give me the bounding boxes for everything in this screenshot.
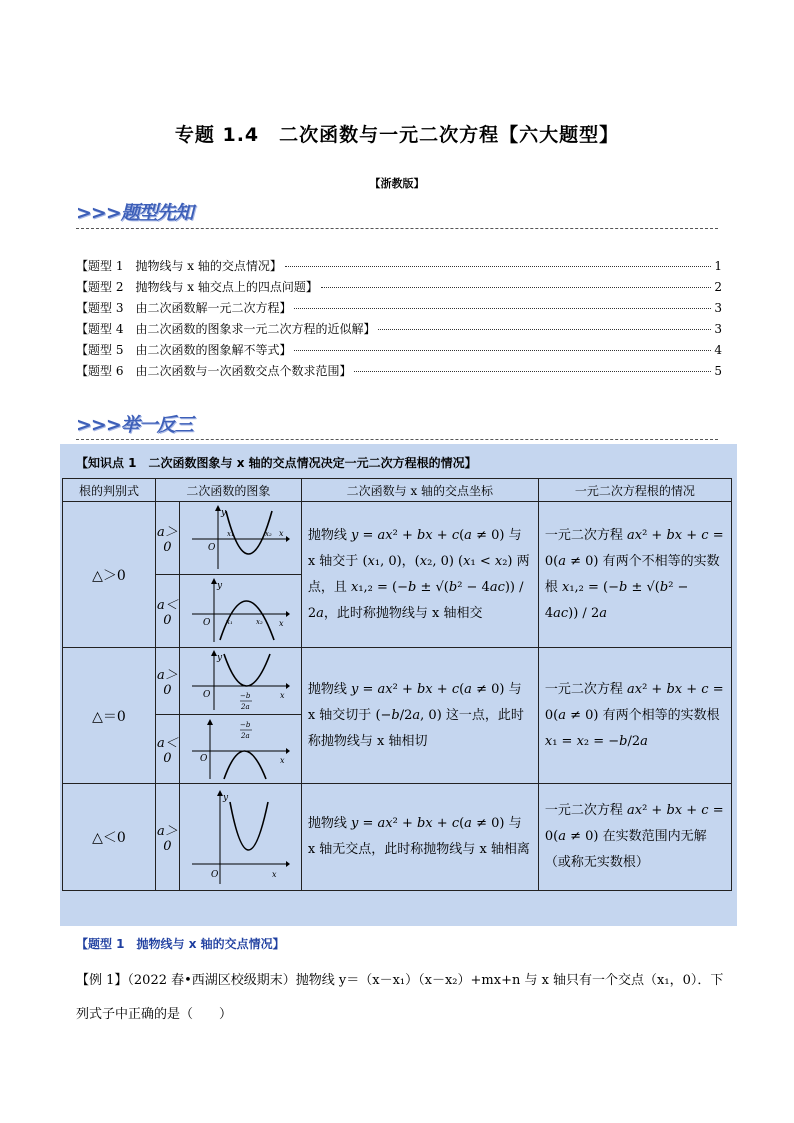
header-roots: 一元二次方程根的情况 bbox=[538, 479, 731, 502]
graph-cell bbox=[179, 784, 301, 891]
graph-cell bbox=[179, 648, 301, 715]
svg-text:x₁: x₁ bbox=[226, 618, 234, 626]
svg-text:y: y bbox=[221, 508, 227, 518]
roots-description: 一元二次方程 ax² + bx + c = 0(a ≠ 0) 在实数范围内无解（或称无实数根） bbox=[538, 784, 731, 891]
parabola-up-tangent-graph bbox=[190, 650, 290, 712]
intersection-description: 抛物线 y = ax² + bx + c(a ≠ 0) 与 x 轴无交点，此时称抛物线与 x 轴相离 bbox=[301, 784, 538, 891]
table-row bbox=[63, 502, 732, 575]
svg-text:2a: 2a bbox=[241, 703, 250, 711]
svg-text:x: x bbox=[279, 529, 284, 538]
divider bbox=[76, 228, 718, 229]
svg-text:2a: 2a bbox=[241, 732, 250, 740]
intersection-description: 抛物线 y = ax² + bx + c(a ≠ 0) 与 x 轴交于 (x₁, 0)，(x₂, 0) (x₁ < x₂) 两点，且 x₁,₂ = (−b ± √(b² − 4ac)) / 2a，此时称抛物线与 x 轴相交 bbox=[301, 502, 538, 648]
toc-item[interactable]: 【题型 6 由二次函数与一次函数交点个数求范围】 5 bbox=[76, 364, 722, 378]
table-of-contents bbox=[76, 257, 722, 383]
svg-text:−b: −b bbox=[240, 692, 251, 700]
svg-text:−b: −b bbox=[240, 721, 251, 729]
question-type-heading: 【题型 1 抛物线与 x 轴的交点情况】 bbox=[76, 937, 285, 951]
section-heading-overview: >>>题型先知 bbox=[76, 202, 193, 224]
condition-cell: a＞0 bbox=[156, 502, 180, 575]
condition-cell: a＜0 bbox=[156, 575, 180, 648]
graph-cell bbox=[179, 575, 301, 648]
svg-text:x₂: x₂ bbox=[256, 618, 264, 626]
roots-description: 一元二次方程 ax² + bx + c = 0(a ≠ 0) 有两个不相等的实数根 x₁,₂ = (−b ± √(b² − 4ac)) / 2a bbox=[538, 502, 731, 648]
svg-text:O: O bbox=[203, 690, 211, 700]
edition-label: 【浙教版】 bbox=[369, 177, 425, 190]
svg-text:x₂: x₂ bbox=[265, 530, 273, 538]
condition-cell: a＜0 bbox=[156, 715, 180, 784]
intersection-description: 抛物线 y = ax² + bx + c(a ≠ 0) 与 x 轴交切于 (−b/2a, 0) 这一点，此时称抛物线与 x 轴相切 bbox=[301, 648, 538, 784]
svg-text:O: O bbox=[203, 618, 211, 628]
discriminant-cell: △＝0 bbox=[63, 648, 156, 784]
discriminant-cell: △＜0 bbox=[63, 784, 156, 891]
svg-text:x₁: x₁ bbox=[227, 530, 235, 538]
toc-item[interactable]: 【题型 3 由二次函数解一元二次方程】 3 bbox=[76, 301, 722, 315]
example-question: 【例 1】（2022 春•西湖区校级期末）抛物线 y＝（x－x₁）（x－x₂）+mx+n 与 x 轴只有一个交点（x₁，0）．下列式子中正确的是（ ） bbox=[76, 973, 724, 1022]
table-header-row bbox=[63, 479, 732, 502]
parabola-down-tangent-graph bbox=[190, 717, 290, 781]
table-row bbox=[63, 648, 732, 715]
toc-item[interactable]: 【题型 2 抛物线与 x 轴交点上的四点问题】 2 bbox=[76, 280, 722, 294]
discriminant-cell: △＞0 bbox=[63, 502, 156, 648]
svg-text:O: O bbox=[200, 754, 208, 764]
svg-text:x: x bbox=[272, 870, 277, 879]
divider bbox=[76, 439, 718, 440]
toc-item[interactable]: 【题型 4 由二次函数的图象求一元二次方程的近似解】 3 bbox=[76, 322, 722, 336]
table-row bbox=[63, 784, 732, 891]
knowledge-table bbox=[62, 478, 732, 891]
header-graph: 二次函数的图象 bbox=[156, 479, 302, 502]
svg-text:x: x bbox=[280, 691, 285, 700]
svg-text:y: y bbox=[223, 793, 229, 803]
toc-item[interactable]: 【题型 1 抛物线与 x 轴的交点情况】 1 bbox=[76, 259, 722, 273]
header-discriminant: 根的判别式 bbox=[63, 479, 156, 502]
graph-cell bbox=[179, 715, 301, 784]
header-intersection: 二次函数与 x 轴的交点坐标 bbox=[301, 479, 538, 502]
condition-cell: a＞0 bbox=[156, 784, 180, 891]
condition-cell: a＞0 bbox=[156, 648, 180, 715]
roots-description: 一元二次方程 ax² + bx + c = 0(a ≠ 0) 有两个相等的实数根 x₁ = x₂ = −b/2a bbox=[538, 648, 731, 784]
svg-text:x: x bbox=[279, 619, 284, 628]
parabola-down-two-roots-graph bbox=[190, 578, 290, 644]
toc-item[interactable]: 【题型 5 由二次函数的图象解不等式】 4 bbox=[76, 343, 722, 357]
document-title: 专题 1.4 二次函数与一元二次方程【六大题型】 bbox=[174, 124, 620, 146]
knowledge-point-title: 【知识点 1 二次函数图象与 x 轴的交点情况决定一元二次方程根的情况】 bbox=[76, 456, 477, 470]
parabola-up-no-roots-graph bbox=[190, 788, 290, 886]
svg-text:x: x bbox=[280, 756, 285, 765]
svg-text:O: O bbox=[208, 543, 216, 553]
svg-text:O: O bbox=[211, 870, 219, 880]
section-heading-practice: >>>举一反三 bbox=[76, 414, 193, 436]
graph-cell bbox=[179, 502, 301, 575]
svg-text:y: y bbox=[217, 581, 223, 591]
svg-text:y: y bbox=[217, 653, 223, 663]
parabola-up-two-roots-graph bbox=[190, 505, 290, 571]
